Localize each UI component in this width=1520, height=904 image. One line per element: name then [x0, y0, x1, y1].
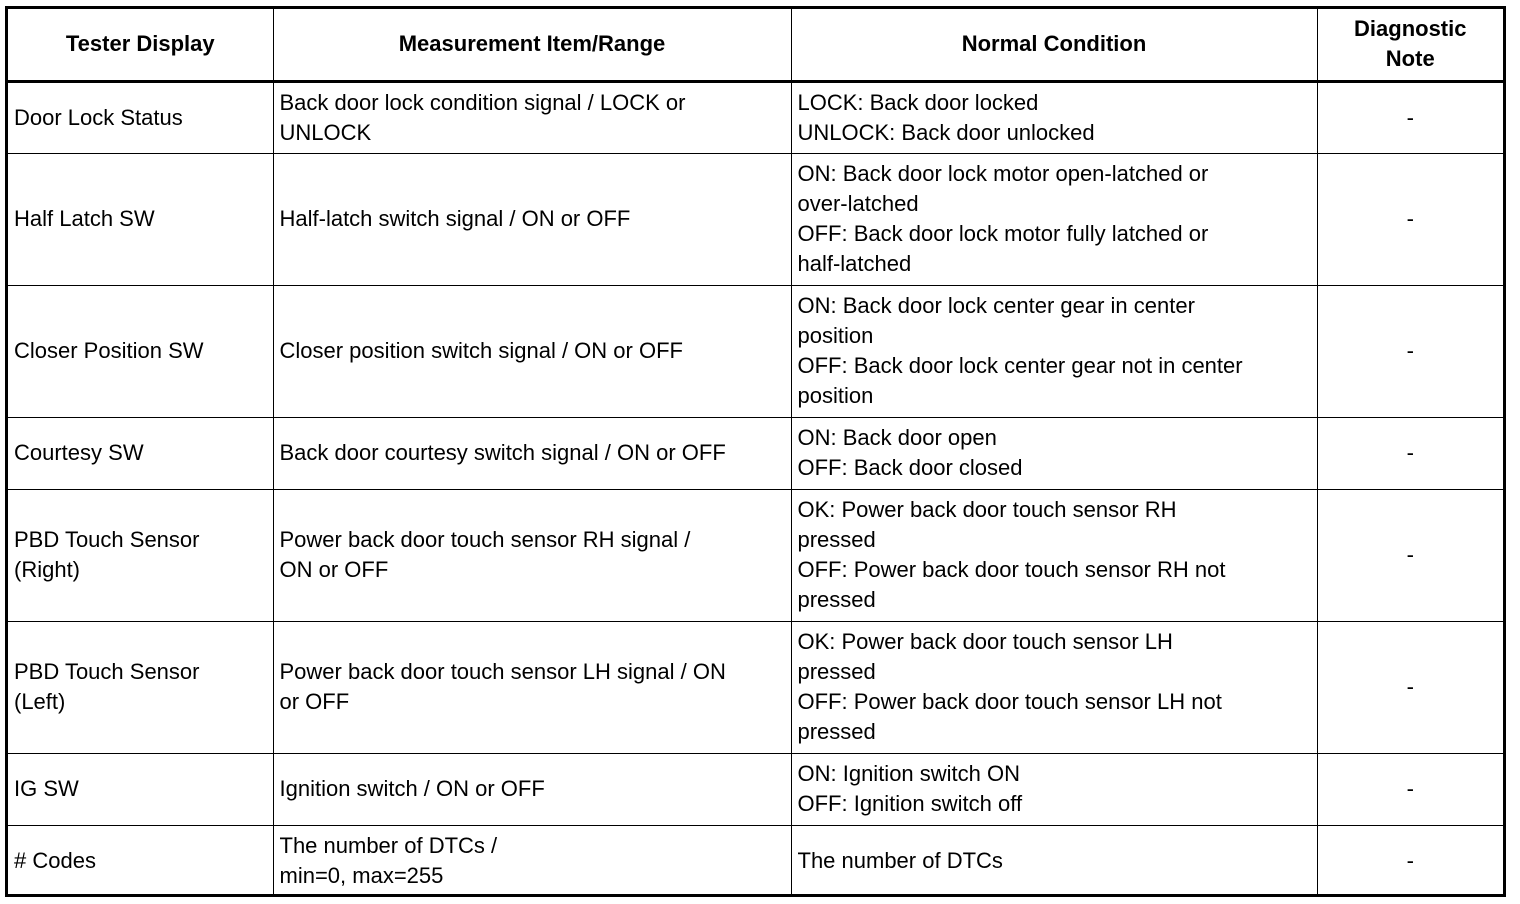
- cell-text: pressed: [797, 659, 876, 684]
- cell-normal-condition: [791, 153, 1317, 285]
- table-row: [8, 417, 1503, 489]
- cell-text: min=0, max=255: [279, 863, 444, 889]
- cell-text: pressed: [797, 527, 876, 552]
- cell-text: Half Latch SW: [14, 206, 155, 231]
- table-row: [8, 489, 1503, 621]
- cell-text: The number of DTCs /: [279, 833, 498, 859]
- cell-measurement: [273, 285, 791, 417]
- cell-text: Back door lock condition signal / LOCK or: [279, 89, 686, 115]
- cell-text: Half-latch switch signal / ON or OFF: [279, 206, 631, 231]
- cell-text: or OFF: [279, 689, 350, 714]
- cell-measurement: [273, 621, 791, 753]
- cell-text: # Codes: [14, 848, 96, 874]
- table-row: [8, 153, 1503, 285]
- cell-normal-condition: [791, 621, 1317, 753]
- header-measurement-item-range: Measurement Item/Range: [273, 9, 791, 81]
- cell-text: ON: Ignition switch ON: [797, 761, 1021, 786]
- cell-diagnostic-note: -: [1317, 753, 1503, 825]
- cell-text: LOCK: Back door locked: [797, 89, 1039, 115]
- cell-tester-display: [8, 417, 273, 489]
- cell-text: PBD Touch Sensor: [14, 659, 200, 684]
- cell-text: pressed: [797, 719, 876, 744]
- cell-normal-condition: [791, 489, 1317, 621]
- cell-text: Power back door touch sensor RH signal /: [279, 527, 691, 552]
- cell-text: UNLOCK: [279, 119, 372, 145]
- cell-normal-condition: [791, 753, 1317, 825]
- cell-tester-display: [8, 81, 273, 153]
- cell-normal-condition: [791, 825, 1317, 897]
- cell-text: Door Lock Status: [14, 104, 183, 130]
- cell-text: (Left): [14, 689, 66, 714]
- table-header-row: [8, 9, 1503, 81]
- cell-normal-condition: [791, 81, 1317, 153]
- cell-text: over-latched: [797, 191, 919, 216]
- cell-text: Closer position switch signal / ON or OFF: [279, 338, 683, 363]
- cell-tester-display: [8, 285, 273, 417]
- data-list-table-container: [5, 6, 1506, 897]
- cell-text: Ignition switch / ON or OFF: [279, 776, 545, 801]
- cell-diagnostic-note: -: [1317, 285, 1503, 417]
- table-row: [8, 825, 1503, 897]
- header-tester-display: Tester Display: [8, 9, 273, 81]
- cell-text: OFF: Back door closed: [797, 455, 1023, 480]
- header-diagnostic-note-line1: Diagnostic: [1354, 16, 1467, 42]
- cell-text: ON: Back door lock center gear in center: [797, 293, 1195, 318]
- cell-text: PBD Touch Sensor: [14, 527, 200, 552]
- cell-text: ON: Back door lock motor open-latched or: [797, 161, 1209, 186]
- cell-measurement: [273, 753, 791, 825]
- cell-tester-display: [8, 825, 273, 897]
- cell-text: Back door courtesy switch signal / ON or OFF: [279, 440, 726, 465]
- header-normal-condition: Normal Condition: [791, 9, 1317, 81]
- cell-text: Closer Position SW: [14, 338, 204, 363]
- cell-text: OK: Power back door touch sensor LH: [797, 629, 1173, 654]
- cell-tester-display: [8, 153, 273, 285]
- cell-text: ON: Back door open: [797, 425, 997, 450]
- cell-text: Power back door touch sensor LH signal / ON: [279, 659, 726, 684]
- cell-measurement: [273, 489, 791, 621]
- table-row: [8, 753, 1503, 825]
- header-diagnostic-note: [1317, 9, 1503, 81]
- cell-text: OFF: Power back door touch sensor RH not: [797, 557, 1226, 582]
- cell-text: OK: Power back door touch sensor RH: [797, 497, 1177, 522]
- cell-diagnostic-note: -: [1317, 153, 1503, 285]
- cell-tester-display: [8, 489, 273, 621]
- cell-measurement: [273, 825, 791, 897]
- cell-diagnostic-note: -: [1317, 489, 1503, 621]
- cell-text: OFF: Power back door touch sensor LH not: [797, 689, 1222, 714]
- cell-text: (Right): [14, 557, 81, 582]
- cell-diagnostic-note: -: [1317, 621, 1503, 753]
- cell-normal-condition: [791, 417, 1317, 489]
- cell-text: OFF: Back door lock motor fully latched or: [797, 221, 1209, 246]
- cell-text: The number of DTCs: [797, 848, 1003, 874]
- table-row: [8, 285, 1503, 417]
- cell-tester-display: [8, 621, 273, 753]
- cell-text: OFF: Back door lock center gear not in center: [797, 353, 1243, 378]
- cell-text: IG SW: [14, 776, 79, 801]
- header-diagnostic-note-line2: Note: [1385, 46, 1435, 72]
- cell-text: ON or OFF: [279, 557, 389, 582]
- cell-text: half-latched: [797, 251, 912, 276]
- cell-text: pressed: [797, 587, 876, 612]
- cell-diagnostic-note: -: [1317, 417, 1503, 489]
- cell-measurement: [273, 417, 791, 489]
- table-row: [8, 81, 1503, 153]
- cell-text: position: [797, 323, 874, 348]
- table-row: [8, 621, 1503, 753]
- cell-text: position: [797, 383, 874, 408]
- cell-measurement: [273, 153, 791, 285]
- data-list-table: [8, 9, 1503, 897]
- cell-text: Courtesy SW: [14, 440, 144, 465]
- cell-diagnostic-note: -: [1317, 81, 1503, 153]
- cell-diagnostic-note: -: [1317, 825, 1503, 897]
- cell-text: OFF: Ignition switch off: [797, 791, 1023, 816]
- cell-tester-display: [8, 753, 273, 825]
- cell-measurement: [273, 81, 791, 153]
- cell-text: UNLOCK: Back door unlocked: [797, 119, 1095, 145]
- cell-normal-condition: [791, 285, 1317, 417]
